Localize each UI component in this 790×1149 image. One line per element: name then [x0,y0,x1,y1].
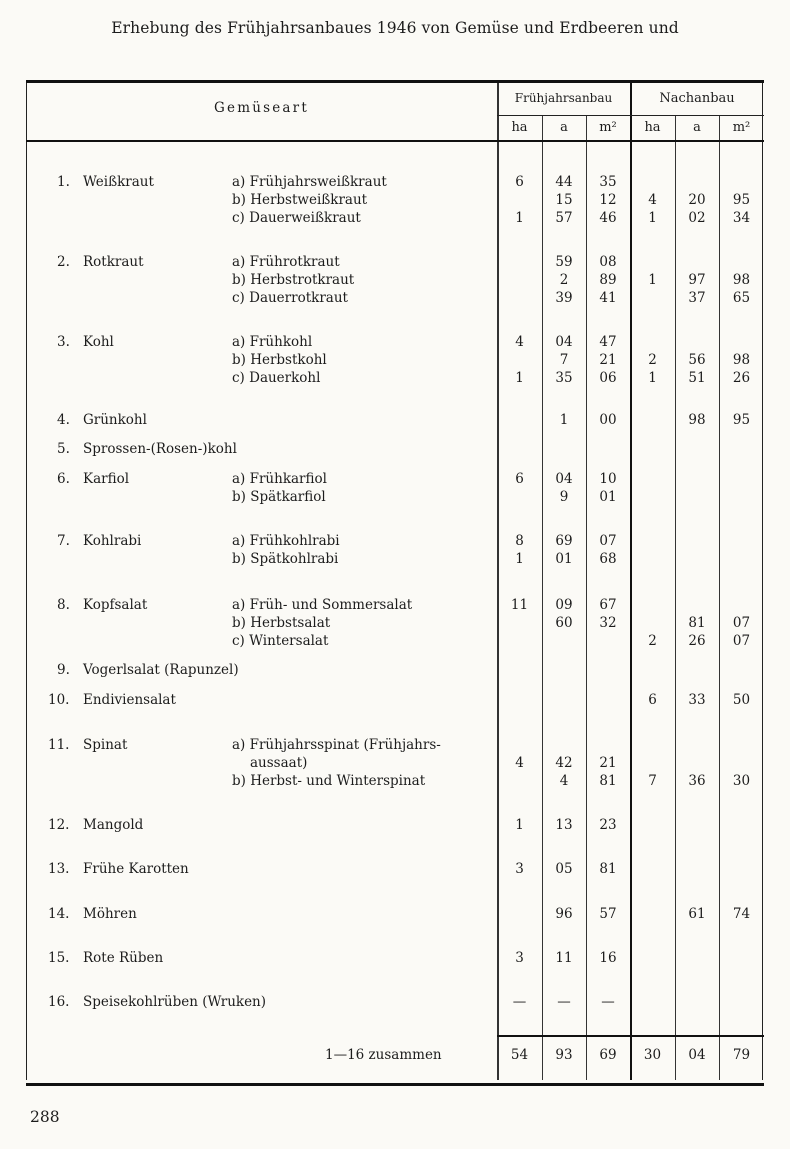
header-gemueseart: Gemüseart [214,100,309,116]
table-cell: 81 [688,615,706,631]
table-cell: 50 [732,692,751,708]
header-unit: ha [511,120,528,135]
table-cell: 51 [688,370,706,386]
table-cell: — [557,994,571,1010]
table-cell: 15 [555,192,573,208]
table-cell: 7 [648,773,657,789]
row-number: 3. [57,334,70,350]
row-subtype: b) Herbstrotkraut [232,272,355,288]
table-cell: 6 [648,692,657,708]
table-cell: 98 [688,412,706,428]
table-cell: 30 [732,773,751,789]
header-nachanbau: Nachanbau [659,91,735,106]
table-cell: 1 [648,272,657,288]
table-cell: 09 [555,597,573,613]
row-subtype: b) Spätkohlrabi [232,551,339,567]
table-cell: 69 [555,533,573,549]
row-number: 15. [48,950,70,966]
row-name: Rote Rüben [83,950,164,966]
row-subtype: c) Dauerkohl [232,370,321,386]
row-number: 11. [48,737,70,753]
table-cell: 4 [559,773,569,789]
row-subtype: a) Früh- und Sommersalat [232,597,413,613]
table-cell: 26 [688,633,706,649]
table-cell: — [601,994,615,1010]
table-cell: 96 [555,906,573,922]
row-subtype: b) Herbstweißkraut [232,192,368,208]
table-cell: 68 [599,551,617,567]
table-cell: 02 [688,210,706,226]
row-number: 9. [57,662,70,678]
total-cell: 04 [688,1047,706,1063]
page-title: Erhebung des Frühjahrsanbaues 1946 von Gemüse und Erdbeeren und [111,19,679,37]
row-name: Vogerlsalat (Rapunzel) [83,662,239,678]
row-number: 8. [57,597,70,613]
row-name: Spinat [83,737,128,753]
table-cell: 23 [599,817,617,833]
row-name: Grünkohl [83,412,147,428]
table-cell: 1 [515,210,524,226]
table-cell: 6 [515,471,524,487]
table-cell: 4 [515,755,524,771]
total-cell: 30 [643,1047,662,1063]
header-unit: m² [599,120,617,135]
table-cell: 08 [599,254,617,270]
table-cell: 11 [510,597,529,613]
header-unit: ha [644,120,661,135]
row-subtype: c) Dauerrotkraut [232,290,348,306]
total-label: 1—16 zusammen [325,1047,442,1063]
table-cell: 4 [648,192,657,208]
row-subtype: a) Frühkohlrabi [232,533,340,549]
header-unit: a [693,120,701,135]
row-number: 14. [48,906,70,922]
row-name: Endiviensalat [83,692,176,708]
row-name: Weißkraut [83,174,154,190]
table-cell: 1 [515,551,524,567]
row-number: 5. [57,441,70,457]
table-cell: 39 [555,290,573,306]
table-cell: 7 [559,352,569,368]
total-cell: 79 [732,1047,751,1063]
table-cell: 35 [599,174,617,190]
row-subtype: aussaat) [250,755,308,771]
table-cell: 32 [599,615,617,631]
column-rule [630,83,632,1080]
row-number: 12. [48,817,70,833]
table-cell: 11 [555,950,573,966]
row-number: 1. [57,174,70,190]
table-cell: 04 [555,471,573,487]
row-subtype: b) Herbstkohl [232,352,327,368]
table-cell: 21 [599,352,617,368]
header-unit: m² [732,120,751,135]
column-rule [719,115,720,1080]
row-subtype: a) Frühkarfiol [232,471,327,487]
table-cell: 41 [599,290,617,306]
table-cell: 2 [648,352,657,368]
data-table [26,80,764,1086]
row-subtype: b) Spätkarfiol [232,489,326,505]
table-cell: 12 [599,192,617,208]
table-cell: 2 [559,272,569,288]
table-cell: 74 [732,906,751,922]
row-subtype: b) Herbstsalat [232,615,331,631]
table-cell: 01 [599,489,617,505]
table-cell: 37 [688,290,706,306]
header-rule [497,115,764,116]
table-cell: 21 [599,755,617,771]
table-cell: 44 [555,174,573,190]
table-cell: 1 [648,210,657,226]
column-rule [26,83,27,1080]
row-name: Sprossen-(Rosen-)kohl [83,441,237,457]
row-name: Rotkraut [83,254,144,270]
table-cell: 46 [599,210,617,226]
table-cell: 67 [599,597,617,613]
row-subtype: a) Frührotkraut [232,254,340,270]
table-cell: 16 [599,950,617,966]
total-cell: 93 [555,1047,573,1063]
table-cell: 57 [555,210,573,226]
row-name: Mangold [83,817,144,833]
row-number: 10. [48,692,70,708]
table-cell: 20 [688,192,706,208]
table-cell: 00 [599,412,617,428]
table-cell: 2 [648,633,657,649]
row-name: Möhren [83,906,137,922]
table-cell: 04 [555,334,573,350]
row-subtype: a) Frühjahrsspinat (Frühjahrs- [232,737,441,753]
table-cell: 56 [688,352,706,368]
table-cell: 33 [688,692,706,708]
row-subtype: c) Dauerweißkraut [232,210,361,226]
table-cell: 9 [559,489,569,505]
page-number: 288 [30,1108,60,1126]
header-rule [26,140,764,142]
row-name: Kopfsalat [83,597,148,613]
table-cell: 07 [732,615,751,631]
table-cell: 1 [648,370,657,386]
total-cell: 69 [599,1047,617,1063]
row-number: 13. [48,861,70,877]
row-number: 7. [57,533,70,549]
table-cell: 6 [515,174,524,190]
table-cell: 36 [688,773,706,789]
table-cell: 3 [515,861,524,877]
column-rule [497,83,499,1080]
column-rule [762,83,763,1080]
row-number: 4. [57,412,70,428]
header-fruehjahrsanbau: Frühjahrsanbau [514,91,613,105]
table-cell: 95 [732,192,751,208]
table-cell: 3 [515,950,524,966]
row-subtype: a) Frühjahrsweißkraut [232,174,387,190]
table-cell: 8 [515,533,524,549]
table-cell: 05 [555,861,573,877]
row-subtype: b) Herbst- und Winterspinat [232,773,426,789]
table-cell: 06 [599,370,617,386]
row-name: Kohl [83,334,114,350]
table-cell: 61 [688,906,706,922]
table-cell: 59 [555,254,573,270]
table-cell: 1 [515,370,524,386]
table-cell: 07 [599,533,617,549]
table-cell: 07 [732,633,751,649]
table-cell: 13 [555,817,573,833]
row-name: Kohlrabi [83,533,142,549]
row-number: 2. [57,254,70,270]
table-cell: 81 [599,773,617,789]
table-cell: 1 [515,817,524,833]
total-rule [497,1035,764,1037]
table-cell: 4 [515,334,524,350]
table-cell: 81 [599,861,617,877]
header-unit: a [560,120,568,135]
table-cell: 01 [555,551,573,567]
table-cell: 35 [555,370,573,386]
table-cell: 98 [732,352,751,368]
row-subtype: c) Wintersalat [232,633,329,649]
row-name: Speisekohlrüben (Wruken) [83,994,267,1010]
row-number: 16. [48,994,70,1010]
row-subtype: a) Frühkohl [232,334,313,350]
row-name: Karfiol [83,471,130,487]
total-cell: 54 [510,1047,529,1063]
column-rule [675,115,676,1080]
table-cell: 65 [732,290,751,306]
table-cell: — [512,994,527,1010]
table-cell: 89 [599,272,617,288]
row-number: 6. [57,471,70,487]
table-cell: 97 [688,272,706,288]
table-cell: 47 [599,334,617,350]
table-cell: 95 [732,412,751,428]
table-cell: 57 [599,906,617,922]
table-cell: 26 [732,370,751,386]
table-cell: 10 [599,471,617,487]
table-cell: 60 [555,615,573,631]
table-cell: 34 [732,210,751,226]
table-cell: 42 [555,755,573,771]
row-name: Frühe Karotten [83,861,189,877]
table-cell: 1 [559,412,569,428]
table-cell: 98 [732,272,751,288]
